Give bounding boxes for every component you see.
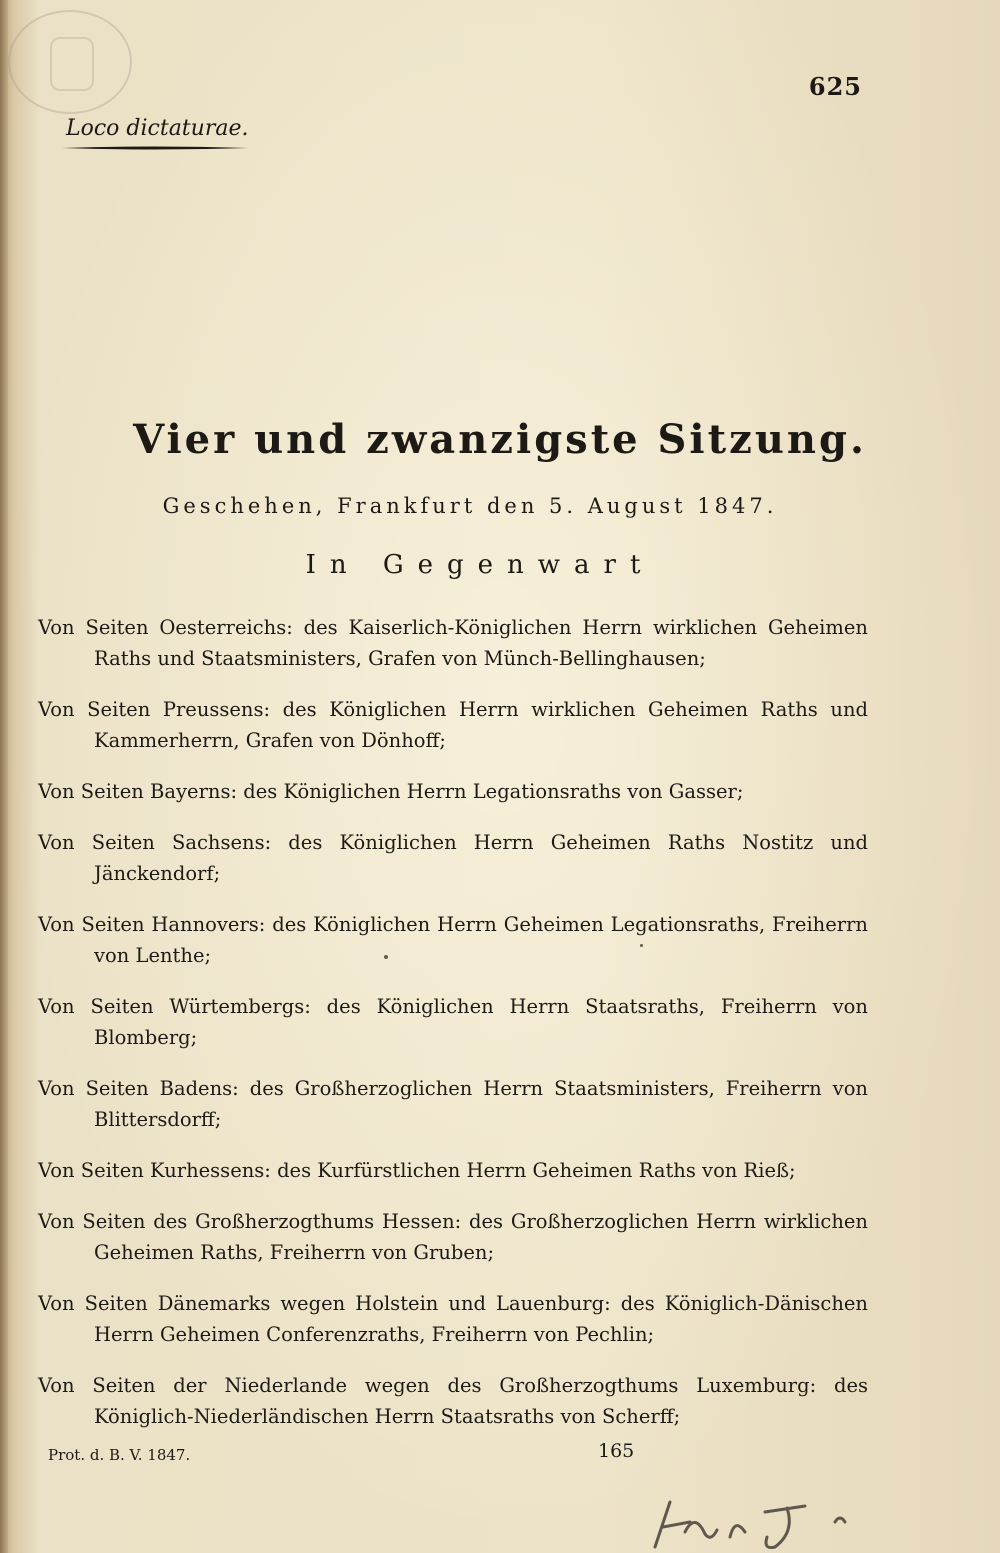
attendance-list	[38, 612, 868, 1432]
attendance-entry: Von Seiten Kurhessens: des Kurfürstlichen Herrn Geheimen Raths von Rieß;	[38, 1159, 796, 1182]
session-title: Vier und zwanzigste Sitzung.	[133, 416, 867, 463]
page-number: 625	[808, 72, 862, 101]
attendance-entry: Von Seiten Hannovers: des Königlichen Herrn Geheimen Legationsraths, Freiherrn von Lenthe;	[38, 913, 868, 967]
handwritten-annotation	[645, 1492, 865, 1552]
paper-speck	[640, 944, 643, 947]
decorative-rule	[62, 146, 248, 150]
library-stamp-mark	[50, 37, 94, 91]
print-signature: Prot. d. B. V. 1847.	[48, 1446, 191, 1464]
attendance-entry: Von Seiten Würtembergs: des Königlichen Herrn Staatsraths, Freiherrn von Blomberg;	[38, 995, 868, 1049]
attendance-entry: Von Seiten Dänemarks wegen Holstein und Lauenburg: des Königlich-Dänischen Herrn Geheimen Conferenzraths, Freiherrn von Pechlin;	[38, 1292, 868, 1346]
attendance-heading: In Gegenwart	[305, 550, 655, 580]
paper-speck	[384, 955, 388, 959]
attendance-entry: Von Seiten Oesterreichs: des Kaiserlich-Königlichen Herrn wirklichen Geheimen Raths und Staatsministers, Grafen von Münch-Bellinghausen;	[38, 616, 868, 670]
margin-note: Loco dictaturae.	[66, 116, 249, 141]
library-stamp	[8, 10, 132, 114]
attendance-entry: Von Seiten Sachsens: des Königlichen Herrn Geheimen Raths Nostitz und Jänckendorf;	[38, 831, 868, 885]
sheet-number: 165	[598, 1440, 635, 1462]
binding-edge	[0, 0, 8, 1553]
attendance-entry: Von Seiten Bayerns: des Königlichen Herrn Legationsraths von Gasser;	[38, 780, 744, 803]
attendance-entry: Von Seiten des Großherzogthums Hessen: des Großherzoglichen Herrn wirklichen Geheimen Raths, Freiherrn von Gruben;	[38, 1210, 868, 1264]
attendance-entry: Von Seiten der Niederlande wegen des Großherzogthums Luxemburg: des Königlich-Niederländischen Herrn Staatsraths von Scherff;	[38, 1374, 868, 1428]
attendance-entry: Von Seiten Preussens: des Königlichen Herrn wirklichen Geheimen Raths und Kammerherrn, Grafen von Dönhoff;	[38, 698, 868, 752]
attendance-entry: Von Seiten Badens: des Großherzoglichen Herrn Staatsministers, Freiherrn von Blittersdorff;	[38, 1077, 868, 1131]
session-date-line: Geschehen, Frankfurt den 5. August 1847.	[162, 494, 778, 518]
